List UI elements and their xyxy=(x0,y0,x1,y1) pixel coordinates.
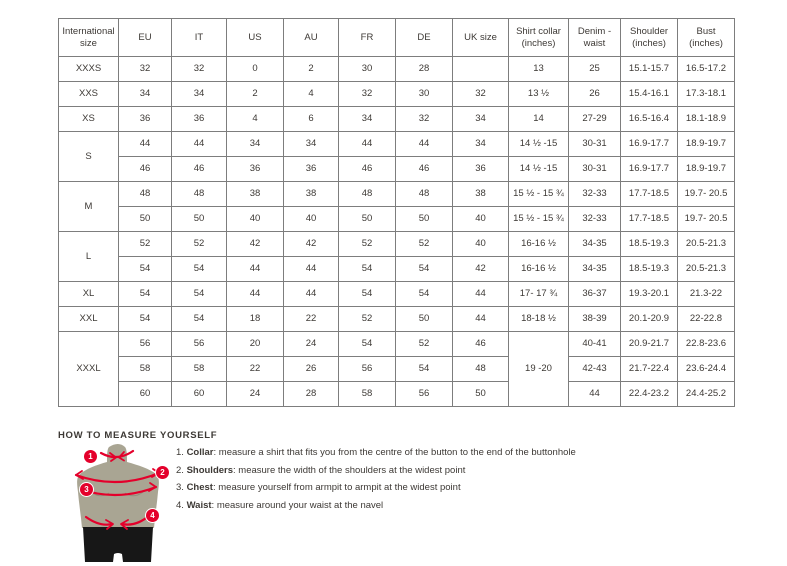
cell: 14 ½ -15 xyxy=(509,157,569,182)
cell: 44 xyxy=(569,382,621,407)
header-fr: FR xyxy=(339,19,396,57)
cell: 40-41 xyxy=(569,332,621,357)
cell: 50 xyxy=(396,307,453,332)
cell: 2 xyxy=(284,57,339,82)
cell: 36 xyxy=(227,157,284,182)
cell: 52 xyxy=(339,307,396,332)
cell: 44 xyxy=(284,257,339,282)
table-row-s-1 xyxy=(59,132,735,157)
cell: 21.7-22.4 xyxy=(621,357,678,382)
cell: 16.5-16.4 xyxy=(621,107,678,132)
instruction-number: 3. xyxy=(176,482,187,493)
cell: 54 xyxy=(119,282,172,307)
cell: 34 xyxy=(172,82,227,107)
table-row-xxl xyxy=(59,307,735,332)
cell: 2 xyxy=(227,82,284,107)
instruction-label: Collar xyxy=(186,447,214,458)
cell: 32-33 xyxy=(569,182,621,207)
cell: 34 xyxy=(453,132,509,157)
cell: 44 xyxy=(339,132,396,157)
shorts-shape xyxy=(83,527,153,562)
cell: 15 ½ - 15 ¾ xyxy=(509,182,569,207)
table-row-xxxl-3 xyxy=(59,382,735,407)
cell: 40 xyxy=(227,207,284,232)
cell: 19.3-20.1 xyxy=(621,282,678,307)
table-row-xl xyxy=(59,282,735,307)
cell: 18.9-19.7 xyxy=(678,132,735,157)
cell: 24 xyxy=(284,332,339,357)
cell: 34-35 xyxy=(569,232,621,257)
cell: 48 xyxy=(119,182,172,207)
size-label: XL xyxy=(59,282,119,307)
cell: 27-29 xyxy=(569,107,621,132)
instruction-text: : measure a shirt that fits you from the centre of the button to the end of the buttonhole xyxy=(213,447,576,458)
cell: 56 xyxy=(339,357,396,382)
size-label: XXL xyxy=(59,307,119,332)
size-label: XXXS xyxy=(59,57,119,82)
cell: 38 xyxy=(227,182,284,207)
cell: 38 xyxy=(453,182,509,207)
cell: 46 xyxy=(396,157,453,182)
header-denim-waist: Denim - waist xyxy=(569,19,621,57)
cell: 44 xyxy=(453,307,509,332)
cell: 54 xyxy=(339,282,396,307)
cell: 16.9-17.7 xyxy=(621,132,678,157)
cell: 54 xyxy=(396,282,453,307)
instruction-label: Waist xyxy=(186,499,212,511)
table-row-l-2 xyxy=(59,257,735,282)
instruction-chest xyxy=(176,482,576,493)
cell: 36 xyxy=(172,107,227,132)
table-row-xxs xyxy=(59,82,735,107)
cell: 15.4-16.1 xyxy=(621,82,678,107)
cell: 50 xyxy=(396,207,453,232)
cell: 17.3-18.1 xyxy=(678,82,735,107)
header-au: AU xyxy=(284,19,339,57)
mannequin-illustration xyxy=(55,440,185,566)
cell: 52 xyxy=(396,232,453,257)
table-row-l-1 xyxy=(59,232,735,257)
cell: 32 xyxy=(453,82,509,107)
cell: 60 xyxy=(119,382,172,407)
cell: 56 xyxy=(119,332,172,357)
cell: 44 xyxy=(227,257,284,282)
cell: 24 xyxy=(227,382,284,407)
cell: 18 xyxy=(227,307,284,332)
cell: 50 xyxy=(172,207,227,232)
header-uk-size: UK size xyxy=(453,19,509,57)
cell: 42 xyxy=(227,232,284,257)
cell: 32 xyxy=(119,57,172,82)
cell: 30 xyxy=(396,82,453,107)
cell: 4 xyxy=(227,107,284,132)
cell: 30-31 xyxy=(569,132,621,157)
table-row-xxxl-1 xyxy=(59,332,735,357)
instruction-label: Chest xyxy=(186,482,213,493)
cell: 58 xyxy=(172,357,227,382)
cell: 40 xyxy=(453,207,509,232)
cell: 19.7- 20.5 xyxy=(678,207,735,232)
cell: 30-31 xyxy=(569,157,621,182)
cell: 22.4-23.2 xyxy=(621,382,678,407)
cell: 24.4-25.2 xyxy=(678,382,735,407)
cell: 34 xyxy=(339,107,396,132)
cell: 44 xyxy=(284,282,339,307)
cell: 15.1-15.7 xyxy=(621,57,678,82)
cell: 52 xyxy=(396,332,453,357)
size-label: M xyxy=(59,182,119,232)
cell: 34 xyxy=(227,132,284,157)
table-row-m-1 xyxy=(59,182,735,207)
header-shirt-collar: Shirt collar (inches) xyxy=(509,19,569,57)
mannequin-figure xyxy=(55,440,185,566)
instruction-collar xyxy=(176,447,576,458)
cell: 34 xyxy=(119,82,172,107)
cell: 44 xyxy=(453,282,509,307)
cell: 18.1-18.9 xyxy=(678,107,735,132)
cell: 36 xyxy=(284,157,339,182)
cell: 54 xyxy=(172,307,227,332)
cell: 36 xyxy=(453,157,509,182)
cell: 20.5-21.3 xyxy=(678,257,735,282)
cell: 16.5-17.2 xyxy=(678,57,735,82)
cell: 50 xyxy=(339,207,396,232)
cell: 54 xyxy=(339,257,396,282)
cell: 56 xyxy=(172,332,227,357)
table-row-xxxs xyxy=(59,57,735,82)
cell: 20.9-21.7 xyxy=(621,332,678,357)
cell: 44 xyxy=(396,132,453,157)
measure-section-title: HOW TO MEASURE YOURSELF xyxy=(58,430,218,441)
cell-collar-merged: 19 -20 xyxy=(509,332,569,407)
size-label: XS xyxy=(59,107,119,132)
cell: 6 xyxy=(284,107,339,132)
measure-instructions xyxy=(176,447,576,517)
cell: 32 xyxy=(339,82,396,107)
cell: 23.6-24.4 xyxy=(678,357,735,382)
cell: 46 xyxy=(339,157,396,182)
instruction-number: 1. xyxy=(176,447,187,458)
marker-waist: 4 xyxy=(146,509,159,522)
cell: 25 xyxy=(569,57,621,82)
cell: 13 xyxy=(509,57,569,82)
cell: 28 xyxy=(396,57,453,82)
cell: 54 xyxy=(119,307,172,332)
instruction-number: 2. xyxy=(176,464,187,476)
cell: 16-16 ½ xyxy=(509,257,569,282)
cell: 54 xyxy=(172,257,227,282)
instruction-waist xyxy=(176,500,576,511)
cell: 42 xyxy=(284,232,339,257)
cell: 16-16 ½ xyxy=(509,232,569,257)
cell: 13 ½ xyxy=(509,82,569,107)
table-row-xxxl-2 xyxy=(59,357,735,382)
cell: 32 xyxy=(172,57,227,82)
header-bust: Bust (inches) xyxy=(678,19,735,57)
cell: 40 xyxy=(284,207,339,232)
cell: 20 xyxy=(227,332,284,357)
table-row-m-2 xyxy=(59,207,735,232)
cell: 15 ½ - 15 ¾ xyxy=(509,207,569,232)
cell: 54 xyxy=(339,332,396,357)
size-label: XXXL xyxy=(59,332,119,407)
cell: 30 xyxy=(339,57,396,82)
cell: 34 xyxy=(453,107,509,132)
size-chart-table xyxy=(58,18,735,407)
cell: 32-33 xyxy=(569,207,621,232)
header-shoulder: Shoulder (inches) xyxy=(621,19,678,57)
cell: 19.7- 20.5 xyxy=(678,182,735,207)
cell: 17- 17 ¾ xyxy=(509,282,569,307)
cell: 4 xyxy=(284,82,339,107)
cell: 42-43 xyxy=(569,357,621,382)
cell: 22.8-23.6 xyxy=(678,332,735,357)
marker-chest: 3 xyxy=(80,483,93,496)
cell: 21.3-22 xyxy=(678,282,735,307)
cell: 52 xyxy=(339,232,396,257)
cell: 44 xyxy=(227,282,284,307)
cell: 20.1-20.9 xyxy=(621,307,678,332)
cell: 38 xyxy=(284,182,339,207)
table-row-s-2 xyxy=(59,157,735,182)
cell: 58 xyxy=(339,382,396,407)
cell: 28 xyxy=(284,382,339,407)
cell: 18-18 ½ xyxy=(509,307,569,332)
cell: 50 xyxy=(119,207,172,232)
cell: 17.7-18.5 xyxy=(621,207,678,232)
cell: 48 xyxy=(339,182,396,207)
header-it: IT xyxy=(172,19,227,57)
instruction-text: : measure yourself from armpit to armpit at the widest point xyxy=(212,482,461,493)
cell: 46 xyxy=(453,332,509,357)
cell: 46 xyxy=(172,157,227,182)
cell: 54 xyxy=(396,257,453,282)
cell: 16.9-17.7 xyxy=(621,157,678,182)
instruction-number: 4. xyxy=(176,499,187,511)
cell: 46 xyxy=(119,157,172,182)
header-row xyxy=(59,19,735,57)
cell: 48 xyxy=(453,357,509,382)
header-eu: EU xyxy=(119,19,172,57)
header-international-size: International size xyxy=(59,19,119,57)
cell: 48 xyxy=(172,182,227,207)
cell: 22 xyxy=(227,357,284,382)
cell: 58 xyxy=(119,357,172,382)
cell: 54 xyxy=(172,282,227,307)
cell: 36 xyxy=(119,107,172,132)
cell: 56 xyxy=(396,382,453,407)
marker-collar: 1 xyxy=(84,450,97,463)
cell: 26 xyxy=(284,357,339,382)
cell: 34 xyxy=(284,132,339,157)
cell: 32 xyxy=(396,107,453,132)
cell: 17.7-18.5 xyxy=(621,182,678,207)
cell: 50 xyxy=(453,382,509,407)
instruction-text: : measure the width of the shoulders at the widest point xyxy=(233,464,466,476)
cell: 22-22.8 xyxy=(678,307,735,332)
cell: 54 xyxy=(396,357,453,382)
cell: 34-35 xyxy=(569,257,621,282)
cell: 52 xyxy=(119,232,172,257)
cell: 36-37 xyxy=(569,282,621,307)
size-label: L xyxy=(59,232,119,282)
instruction-text: : measure around your waist at the navel xyxy=(211,499,384,511)
cell: 42 xyxy=(453,257,509,282)
header-us: US xyxy=(227,19,284,57)
cell: 44 xyxy=(172,132,227,157)
cell: 0 xyxy=(227,57,284,82)
size-label: XXS xyxy=(59,82,119,107)
cell: 20.5-21.3 xyxy=(678,232,735,257)
cell: 44 xyxy=(119,132,172,157)
cell: 22 xyxy=(284,307,339,332)
cell: 18.5-19.3 xyxy=(621,232,678,257)
table-row-xs xyxy=(59,107,735,132)
marker-shoulders: 2 xyxy=(156,466,169,479)
cell: 18.9-19.7 xyxy=(678,157,735,182)
instruction-shoulders xyxy=(176,465,576,476)
instruction-label: Shoulders xyxy=(186,464,234,476)
cell: 14 xyxy=(509,107,569,132)
cell: 48 xyxy=(396,182,453,207)
cell: 54 xyxy=(119,257,172,282)
cell: 14 ½ -15 xyxy=(509,132,569,157)
cell: 26 xyxy=(569,82,621,107)
cell: 38-39 xyxy=(569,307,621,332)
size-label: S xyxy=(59,132,119,182)
cell: 18.5-19.3 xyxy=(621,257,678,282)
cell: 60 xyxy=(172,382,227,407)
cell: 40 xyxy=(453,232,509,257)
header-de: DE xyxy=(396,19,453,57)
cell xyxy=(453,57,509,82)
cell: 52 xyxy=(172,232,227,257)
